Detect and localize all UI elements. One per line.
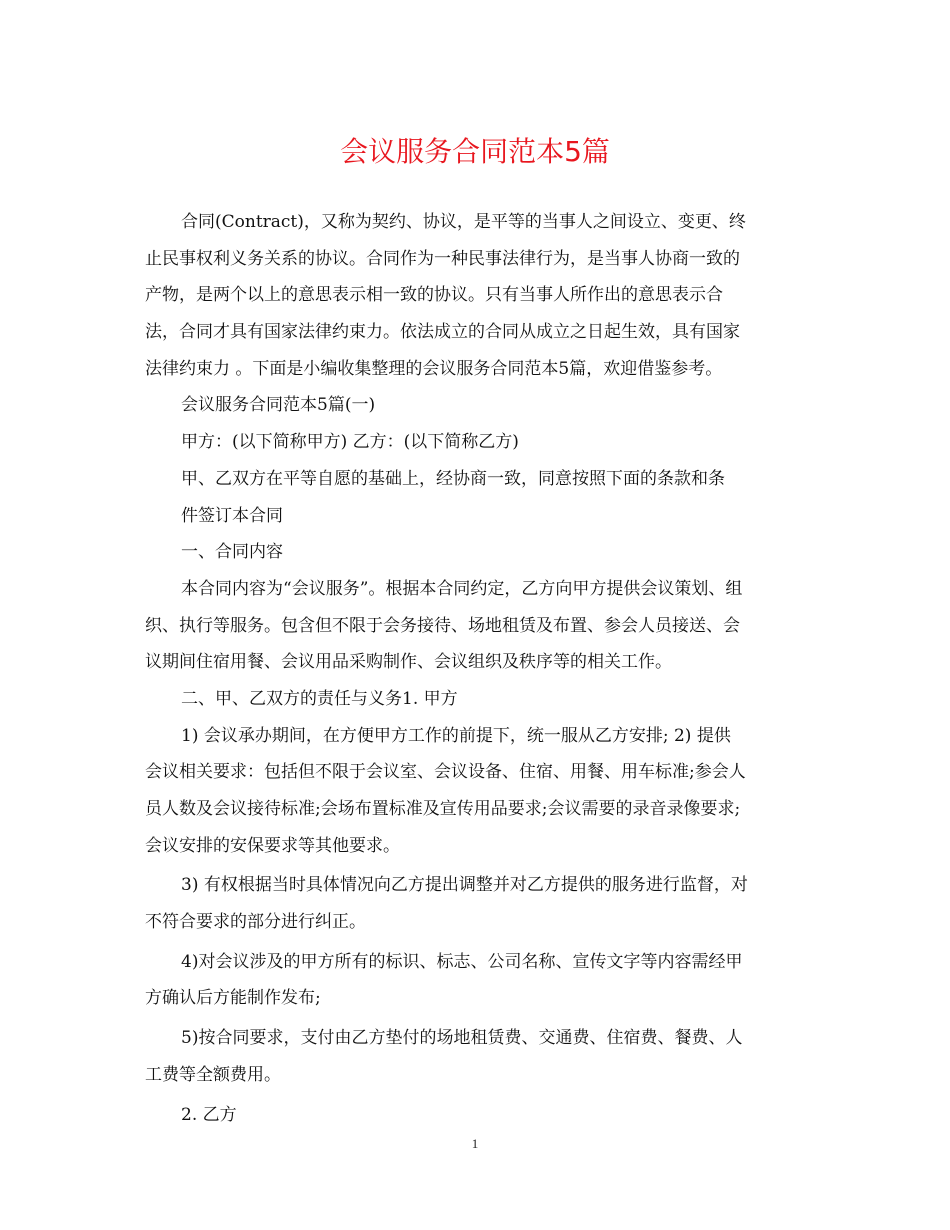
paragraph-line: 1) 会议承办期间，在方便甲方工作的前提下，统一服从乙方安排; 2) 提供 — [181, 725, 731, 746]
paragraph-line: 方确认后方能制作发布; — [145, 988, 321, 1009]
paragraph-line: 会议相关要求：包括但不限于会议室、会议设备、住宿、用餐、用车标准;参会人 — [145, 762, 746, 783]
document-body — [145, 204, 810, 1133]
paragraph-line: 法，合同才具有国家法律约束力。依法成立的合同从成立之日起生效，具有国家 — [145, 322, 740, 343]
page-number: 1 — [471, 1136, 479, 1151]
paragraph-line: 织、执行等服务。包含但不限于会务接待、场地租赁及布置、参会人员接送、会 — [145, 615, 740, 636]
paragraph-line: 件签订本合同 — [181, 505, 283, 526]
paragraph-line: 止民事权利义务关系的协议。合同作为一种民事法律行为，是当事人协商一致的 — [145, 248, 740, 269]
paragraph-line: 3) 有权根据当时具体情况向乙方提出调整并对乙方提供的服务进行监督，对 — [181, 875, 748, 896]
parties-line: 甲方：(以下简称甲方) 乙方：(以下简称乙方) — [181, 432, 519, 453]
paragraph-line: 产物，是两个以上的意思表示相一致的协议。只有当事人所作出的意思表示合 — [145, 285, 723, 306]
section-heading: 一、合同内容 — [181, 542, 283, 563]
paragraph-line: 甲、乙双方在平等自愿的基础上，经协商一致，同意按照下面的条款和条 — [181, 468, 725, 489]
paragraph-line: 4)对会议涉及的甲方所有的标识、标志、公司名称、宣传文字等内容需经甲 — [181, 951, 743, 972]
paragraph-line: 5)按合同要求，支付由乙方垫付的场地租赁费、交通费、住宿费、餐费、人 — [181, 1028, 743, 1049]
paragraph-line: 议期间住宿用餐、会议用品采购制作、会议组织及秩序等的相关工作。 — [145, 652, 672, 673]
paragraph-line: 员人数及会议接待标准;会场布置标准及宣传用品要求;会议需要的录音录像要求; — [145, 799, 741, 819]
paragraph-line: 本合同内容为“会议服务”。根据本合同约定，乙方向甲方提供会议策划、组 — [181, 578, 743, 599]
paragraph-line: 会议安排的安保要求等其他要求。 — [145, 835, 400, 856]
section-heading: 会议服务合同范本5篇(一) — [181, 395, 376, 416]
paragraph-line: 法律约束力 。下面是小编收集整理的会议服务合同范本5篇，欢迎借鉴参考。 — [145, 358, 723, 379]
document-title: 会议服务合同范本5篇 — [340, 135, 610, 168]
paragraph-line: 合同(Contract)，又称为契约、协议，是平等的当事人之间设立、变更、终 — [181, 212, 746, 232]
paragraph-line: 工费等全额费用。 — [145, 1064, 281, 1085]
section-heading: 二、甲、乙双方的责任与义务1. 甲方 — [181, 688, 458, 709]
section-heading: 2. 乙方 — [181, 1104, 237, 1125]
paragraph-line: 不符合要求的部分进行纠正。 — [145, 912, 366, 933]
